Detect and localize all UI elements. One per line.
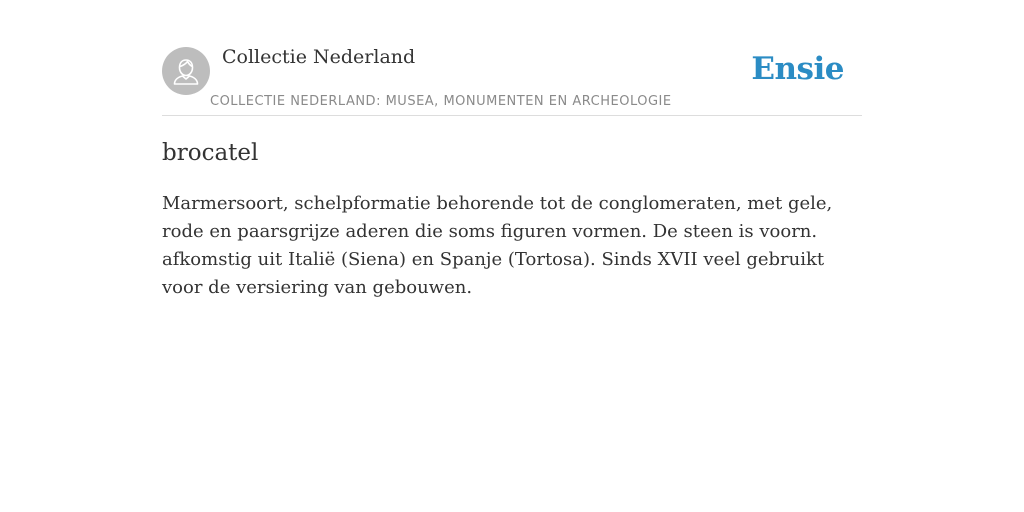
- entry-term: brocatel: [162, 140, 259, 166]
- entry-card: [162, 40, 862, 302]
- author-name[interactable]: Collectie Nederland: [222, 46, 416, 68]
- entry-definition: Marmersoort, schelpformatie behorende tot de conglomeraten, met gele, rode en paarsgrijze aderen die soms figuren vormen. De steen is voorn. afkomstig uit Italië (Siena) en Spanje (Tortosa). Sinds XVII veel gebruikt voor de versiering van gebouwen.: [162, 193, 833, 298]
- entry-header: [162, 40, 862, 116]
- source-label[interactable]: COLLECTIE NEDERLAND: MUSEA, MONUMENTEN EN ARCHEOLOGIE: [210, 94, 672, 109]
- user-silhouette-icon: [162, 47, 210, 95]
- ensie-logo[interactable]: Ensie: [751, 51, 844, 87]
- avatar[interactable]: [162, 47, 210, 95]
